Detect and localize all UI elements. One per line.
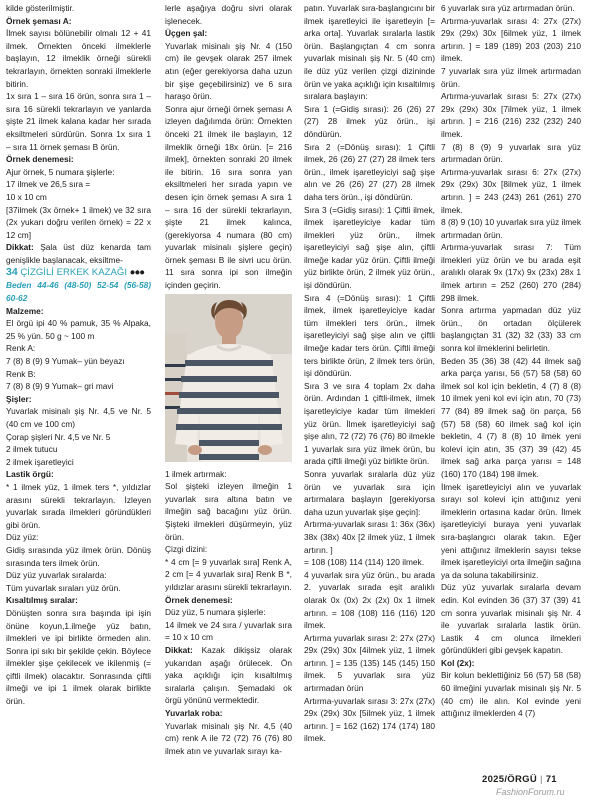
paragraph: [37ilmek (3x örnek+ 1 ilmek) ve 32 sıra (2x yukarı doğru verilen örnek) = 22 x 12 cm] <box>6 204 151 240</box>
note-paragraph <box>165 644 292 707</box>
paragraph: lerle aşağıya doğru sivri olarak işlenecek. <box>165 3 292 26</box>
note-text: Kazak dikişsiz olarak yukarıdan aşağı örülecek. Ön yaka açıklığı için kısaltılmış sıralarla çalışın. Şemadaki ok örgü yönünü vermektedir. <box>165 644 292 706</box>
paragraph: Düz yüz yuvarlak sıralarla devam edin. Kol evinden 36 (37) 37 (39) 41 cm sonra yuvarlak misinalı şiş Nr. 4 ile yuvarlak sıralarla lastik örün. Lastik 4 cm olunca ilmekleri göründükleri gibi gevşek kapatın. <box>441 582 581 656</box>
paragraph: 1 ilmek artırmak: <box>165 468 227 479</box>
paragraph: Tüm yuvarlak sıraları yüz örün. <box>6 582 121 593</box>
paragraph: Gidiş sırasında yüz ilmek örün. Dönüş sırasında ters ilmek örün. <box>6 544 151 568</box>
paragraph: Sıra 1 (=Gidiş sırası): 26 (26) 27 (27) 28 ilmek yüz örün., işi döndürün. <box>304 103 435 139</box>
note-text: Şala üst düz kenarda tam genişlikle başlanacak, eksiltme- <box>6 242 151 265</box>
paragraph: Bir kolun beklettiğiniz 56 (57) 58 (58) 60 ilmeğini yuvarlak misinalı şiş Nr. 5 (40 cm) ile alın. Kol evinde yeni attığınız ilmeklerden 4 (7) <box>441 670 581 719</box>
section-heading: Örnek denemesi: <box>6 154 74 165</box>
paragraph: 6 yuvarlak sıra yüz artırmadan örün. <box>441 3 575 13</box>
column-4 <box>441 2 581 720</box>
paragraph: 7 (8) 8 (9) 9 Yumak– yün beyazı <box>6 356 125 367</box>
paragraph: 1x sıra 1 – sıra 16 örün, sonra sıra 1 – sıra 16 sürekli tekrarlayın ve yanlarda şişte 21 ilmek kalana kadar her sırada eksiltmeleri sürdürün. Sonra 1x sıra 1 – sıra 11 örnek şeması B örün. <box>6 91 151 152</box>
paragraph: Yuvarlak misinalı şiş Nr. 4 (150 cm) ile gevşek olarak 257 ilmek atın (eğer gerekiyorsa daha uzun bir şişe geçebilirsiniz) ve 6 sıra haraşo örün. <box>165 40 292 102</box>
paragraph: Renk A: <box>6 343 36 354</box>
paragraph: Artırma-yuvarlak sırası 1: 36x (36x) 38x (38x) 40x [2 ilmek yüz, 1 ilmek artırın. ] <box>304 519 435 555</box>
section-heading: Örnek denemesi: <box>165 594 233 605</box>
paragraph: * 1 ilmek yüz, 1 ilmek ters *, yıldızlar arasını sürekli tekrarlayın. İzleyen yuvarlak sırada ilmekleri göründükleri gibi örün. <box>6 481 151 530</box>
paragraph: Artırma-yuvarlak sırası 3: 27x (27x) 29x (29x) 30x [5ilmek yüz, 1 ilmek artırın. ] = 162 (162) 174 (174) 180 ilmek. <box>304 695 435 744</box>
paragraph: Sonra artırma yapmadan düz yüz örün., ön ortadan ölçülerek başlangıçtan 31 (32) 32 (33) 33 cm sonra kol ilmeklerini belirletin. <box>441 305 581 354</box>
section-heading: Yuvarlak roba: <box>165 707 223 718</box>
pattern-number: 34 <box>6 266 18 279</box>
paragraph: Artırma-yuvarlak sırası 5: 27x (27x) 29x (29x) 30x [7ilmek yüz, 1 ilmek artırın. ] = 216 (216) 232 (232) 240 ilmek. <box>441 91 581 139</box>
column-1 <box>6 2 151 708</box>
paragraph: Renk B: <box>6 368 36 379</box>
section-heading: Lastik örgü: <box>6 469 54 480</box>
page-number: 71 <box>545 774 557 785</box>
pattern-name: ÇİZGİLİ ERKEK KAZAĞI <box>20 267 127 279</box>
paragraph: 7 (8) 8 (9) 9 Yumak– gri mavi <box>6 381 114 392</box>
section-heading: Üçgen şal: <box>165 28 208 39</box>
paragraph: 14 ilmek ve 24 sıra / yuvarlak sıra = 10 x 10 cm <box>165 619 292 643</box>
paragraph: Sonra ajur örneği örnek şeması A izleyen dağılımda örün: Örnekten önceki 21 ilmek ile başlayın, 12 ilmeklik örneği 18x örün. [= 216 ilmek], örnekten sonraki 20 ilmek ile bitirin. 16 sıra sonra yan eksiltmeleri her sırada yapın ve desen için örnek şeması A sıra 1 – sıra 16 der sürekli tekrarlayın, şişte 21 ilmek kalınca, (gerekiyorsa 4 numara (80 cm) yuvarlak misinalı şişlere geçin) örnek şeması B ile sivri ucu örün. 11 sıra sonra ipi son ilmeğin içinden geçirin. <box>165 103 292 291</box>
paragraph: Yuvarlak misinalı şiş Nr. 4,5 (40 cm) renk A ile 72 (72) 76 (76) 80 ilmek atın ve yuvarlak sırayı ka- <box>165 720 292 756</box>
difficulty-dots: ●●● <box>129 267 145 279</box>
paragraph: Artırma-yuvarlak sırası 6: 27x (27x) 29x (29x) 30x [8ilmek yüz, 1 ilmek artırın. ] = 243 (243) 261 (261) 270 ilmek. <box>441 166 581 215</box>
paragraph: Artırma-yuvarlak sırası 4: 27x (27x) 29x (29x) 30x [6ilmek yüz, 1 ilmek artırın. ] = 189 (189) 203 (203) 210 ilmek. <box>441 15 581 64</box>
paragraph: = 108 (108) 114 (114) 120 ilmek. <box>304 557 425 568</box>
paragraph: Düz yüz: <box>6 532 39 543</box>
paragraph: 17 ilmek ve 26,5 sıra = <box>6 179 91 190</box>
note-paragraph <box>6 241 151 266</box>
column-3 <box>304 2 435 745</box>
paragraph: Ajur örnek, 5 numara şişlerle: <box>6 166 115 177</box>
paragraph: Düz yüz yuvarlak sıralarda: <box>6 570 107 581</box>
paragraph: Artırma-yuvarlak sırası 7: Tüm ilmekleri yüz örün ve bu arada eşit aralıklı olarak 9x (17x) 9x (23x) 28x 1 ilmek artırın = 252 (260) 270 (284) 298 ilmek. <box>441 242 581 303</box>
paragraph: Sıra 3 ve sıra 4 toplam 2x daha örün. Ardından 1 çiftli-ilmek, ilmek işaretleyiciye kadar tüm ilmekleri yüz örün. İlmek işaretleyiciyi sağ şişe alın, 72 (72) 76 (76) 80 ilmekle 1 yuvarlak sıra yüz ilmek örün, bu arada çiftli ilmeği yüz birlikte örün. <box>304 380 435 467</box>
column-2 <box>165 2 292 757</box>
paragraph: El örgü ipi 40 % pamuk, 35 % Alpaka, 25 % yün. 50 g ~ 100 m <box>6 318 151 341</box>
paragraph: Sıra 2 (=Dönüş sırası): 1 Çiftli ilmek, 26 (26) 27 (27) 28 ilmek ters örün., ilmek işaretleyiciyi sağ şişe alın ve 26 (26) 27 (27) 28 ilmek daha ters örün., işi döndürün. <box>304 141 435 202</box>
footer-year: 2025 <box>482 774 505 785</box>
paragraph: Sonra yuvarlak sıralarla düz yüz örün ve yuvarlak sıra için artırmalara başlayın [gerekiyorsa daha uzun yuvarlak şişe geçin]: <box>304 468 435 517</box>
footer-magazine: ÖRGÜ <box>507 774 537 785</box>
sweater-photo <box>165 294 292 462</box>
paragraph: 4 yuvarlak sıra yüz örün., bu arada 2. yuvarlak sırada eşit aralıklı olarak 0x (0x) 2x (2x) 0x 1 ilmek artırın. = 108 (108) 116 (116) 120 ilmek. <box>304 569 435 631</box>
section-heading: Örnek şeması A: <box>6 15 72 26</box>
paragraph: Sıra 4 (=Dönüş sırası): 1 Çiftli ilmek, ilmek işaretleyiciye kadar tüm ilmekleri ters örün., ilmek işaretleyiciyi sağ şişe alın ve çiftli ilmeğe kadar ters örün. Çiftli ilmeği ters birlikte örün, 2 ilmek ters örün, işi döndürün. <box>304 292 435 379</box>
paragraph: 10 x 10 cm <box>6 191 47 202</box>
section-heading: Kısaltılmış sıralar: <box>6 595 78 606</box>
paragraph: Sol şişteki izleyen ilmeğin 1 yuvarlak sıra altına batın ve ilmeğin sağ bacağını yüz örün. Şişteki ilmekleri düşürmeyin, yüz örün. <box>165 481 292 542</box>
paragraph: 8 (8) 9 (10) 10 yuvarlak sıra yüz ilmek artırmadan örün. <box>441 217 581 240</box>
footer-separator: | <box>539 774 543 785</box>
paragraph: 2 ilmek işaretleyici <box>6 456 74 467</box>
paragraph: 7 (8) 8 (9) 9 yuvarlak sıra yüz artırmadan örün. <box>441 141 581 165</box>
pattern-title <box>6 266 151 279</box>
note-label: Dikkat: <box>6 242 34 253</box>
paragraph: Dönüşten sonra sıra başında ipi işin önüne koyun,1.ilmeğe yüz batın, ilmekleri ve ipi birlikte örmeden alın. Sonra ipi sıkı bir şekilde çekin. Böylece ilmekler şişe çekilecek ve ikilenmiş (= çiftli ilmek) olacaktır. Sonrasında çiftli ilmeği ve ipi 1 ilmek olarak birlikte örün. <box>6 607 151 707</box>
section-heading: Kol (2x): <box>441 657 475 668</box>
paragraph: 2 ilmek tutucu <box>6 444 58 455</box>
paragraph: Düz yüz, 5 numara şişlerle: <box>165 607 266 618</box>
paragraph: patın. Yuvarlak sıra-başlangıcını bir ilmek işaretleyici ile işaretleyin [= arka orta]. Yuvarlak sıralarla lastik örün. Başlangıçtan 4 cm sonra yuvarlak misinalı şiş Nr. 5 (40 cm) ile düz yüz verilen çizgi dizininde örün ve yaka açıklığı için kısaltılmış sıralara başlayın: <box>304 3 435 102</box>
paragraph: Artırma yuvarlak sırası 2: 27x (27x) 29x (29x) 30x [4ilmek yüz, 1 ilmek artırın. ] = 135 (135) 145 (145) 150 ilmek. 5 yuvarlak sıra yüz artırmadan örün <box>304 632 435 694</box>
paragraph: Çizgi dizini: <box>165 544 208 555</box>
note-label: Dikkat: <box>165 644 193 655</box>
size-range: Beden 44-46 (48-50) 52-54 (56-58) 60-62 <box>6 280 151 304</box>
paragraph: Çorap şişleri Nr. 4,5 ve Nr. 5 <box>6 431 111 442</box>
paragraph: İlmek sayısı bölünebilir olmalı 12 + 41 ilmek. Örnekten önceki ilmeklerle başlayın, 12 ilmeklik örneği sürekli tekrarlayın, örnekten sonraki ilmeklerle bitirin. <box>6 28 151 89</box>
paragraph: Sıra 3 (=Gidiş sırası): 1 Çiftli ilmek, ilmek işaretleyiciye kadar tüm ilmekleri yüz örün., ilmek işaretleyiciyi sağ şişe alın, çiftli ilmeğe kadar yüz örün. Çiftli ilmeği yüz birlikte örün, 2 ilmek yüz örün., işi döndürün. <box>304 204 435 291</box>
page-footer: 2025/ÖRGÜ | 71 <box>482 774 557 785</box>
paragraph: 7 yuvarlak sıra yüz ilmek artırmadan örün. <box>441 65 581 89</box>
paragraph: İlmek işaretleyiciyi alın ve yuvarlak sırayı sol kolevi için attığınız yeni ilmeklerin ortasına kadar örün. İlmek işaretleyiciyi buraya yeni yuvarlak sıra-başlangıcı olarak takın. Eğer yeni attığınız ilmeklerin sayısı tekse ilmek işaretleyiciyi orta ilmeğin sağına ya da soluna takabilirsiniz. <box>441 481 581 580</box>
paragraph: Beden 35 (36) 38 (42) 44 ilmek sağ arka parça yarısı, 56 (57) 58 (58) 60 ilmek sol kol için bekletin, 4 (7) 8 (8) 10 ilmek yeni kol evi için atın, 70 (73) 77 (84) 89 ilmek sağ ön parça, 56 (57) 58 (58) 60 ilmek sağ kol için bekletin, 4 (7) 8 (8) 10 ilmek yeni kolevi için atın, 35 (37) 39 (42) 45 ilmek sağ arka parça yarısı = 148 (160) 170 (184) 198 ilmek. <box>441 355 581 479</box>
paragraph: kilde gösterilmiştir. <box>6 3 75 13</box>
paragraph: * 4 cm [= 9 yuvarlak sıra] Renk A, 2 cm [= 4 yuvarlak sıra] Renk B *, yıldızlar arasını sürekli tekrarlayın. <box>165 556 292 592</box>
paragraph: Yuvarlak misinalı şiş Nr. 4,5 ve Nr. 5 (40 cm ve 100 cm) <box>6 406 151 429</box>
section-heading: Şişler: <box>6 393 32 404</box>
section-heading: Malzeme: <box>6 305 44 316</box>
watermark: FashionForum.ru <box>496 787 565 797</box>
